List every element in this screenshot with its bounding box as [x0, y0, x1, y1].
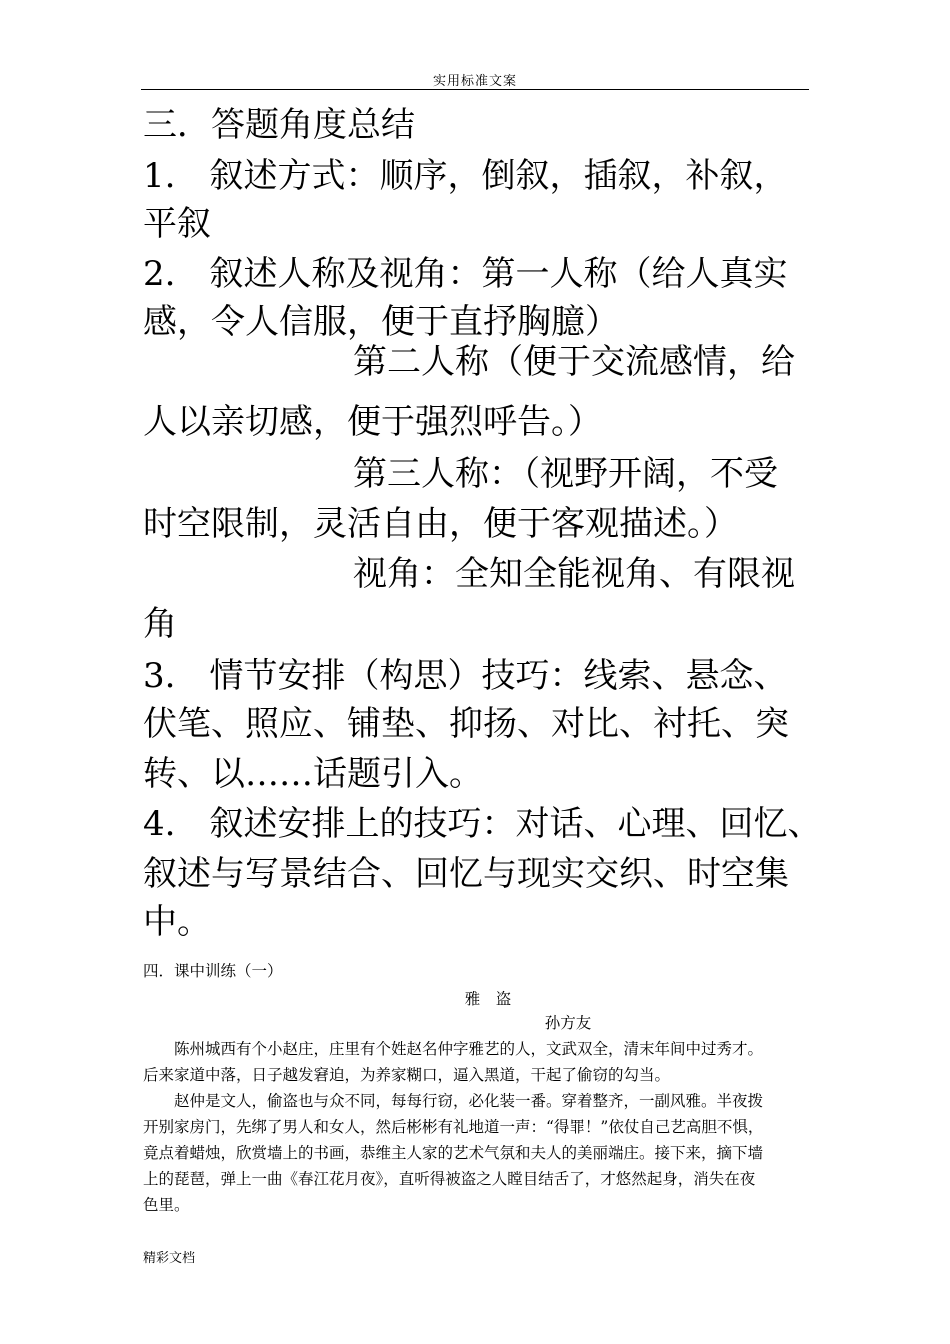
section-4-heading: 四．课中训练（一） [143, 962, 283, 980]
header-rule [141, 89, 809, 90]
article-title: 雅 盗 [464, 990, 512, 1008]
paragraph-2-line-2: 开别家房门，先绑了男人和女人，然后彬彬有礼地道一声：“得罪！”依仗自己艺高胆不惧， [143, 1118, 764, 1136]
item-1-line-2: 平叙 [143, 204, 211, 244]
paragraph-1-line-1: 陈州城西有个小赵庄，庄里有个姓赵名仲字雅艺的人，文武双全，清末年间中过秀才。 [143, 1040, 764, 1058]
item-2-line-4: 人以亲切感，便于强烈呼告。） [143, 402, 602, 442]
paragraph-2-line-5: 色里。 [143, 1196, 190, 1214]
paragraph-2-line-1: 赵仲是文人，偷盗也与众不同，每每行窃，必化装一番。穿着整齐，一副风雅。半夜拨 [143, 1092, 764, 1110]
item-2-line-6: 时空限制，灵活自由，便于客观描述。） [143, 504, 738, 544]
item-2-line-2: 感，令人信服，便于直抒胸臆） [143, 302, 619, 342]
item-2-line-8: 角 [143, 604, 177, 644]
item-2-line-5: 第三人称：（视野开阔，不受 [353, 454, 778, 494]
page-header: 实用标准文案 [432, 74, 517, 89]
item-1-line-1: 1. 叙述方式：顺序，倒叙，插叙，补叙， [143, 156, 788, 196]
item-2-line-1: 2. 叙述人称及视角：第一人称（给人真实 [143, 254, 788, 294]
item-4-line-2: 叙述与写景结合、回忆与现实交织、时空集 [143, 854, 789, 894]
item-2-line-7: 视角：全知全能视角、有限视 [353, 554, 795, 594]
item-4-line-1: 4. 叙述安排上的技巧：对话、心理、回忆、 [143, 804, 822, 844]
section-heading: 三．答题角度总结 [143, 105, 415, 145]
item-3-line-2: 伏笔、照应、铺垫、抑扬、对比、衬托、突 [143, 704, 789, 744]
item-4-line-3: 中。 [143, 902, 211, 942]
item-3-line-3: 转、以……话题引入。 [143, 754, 483, 794]
page-footer: 精彩文档 [143, 1251, 196, 1266]
paragraph-2-line-4: 上的琵琶，弹上一曲《春江花月夜》，直听得被盗之人瞠目结舌了，才悠然起身，消失在夜 [143, 1170, 756, 1188]
paragraph-1-line-2: 后来家道中落，日子越发窘迫，为养家糊口，逼入黑道，干起了偷窃的勾当。 [143, 1066, 671, 1084]
item-3-line-1: 3. 情节安排（构思）技巧：线索、悬念、 [143, 656, 788, 696]
item-2-line-3: 第二人称（便于交流感情，给 [353, 342, 795, 382]
paragraph-2-line-3: 竟点着蜡烛，欣赏墙上的书画，恭维主人家的艺术气氛和夫人的美丽端庄。接下来，摘下墙 [143, 1144, 764, 1162]
article-author: 孙方友 [544, 1014, 592, 1032]
